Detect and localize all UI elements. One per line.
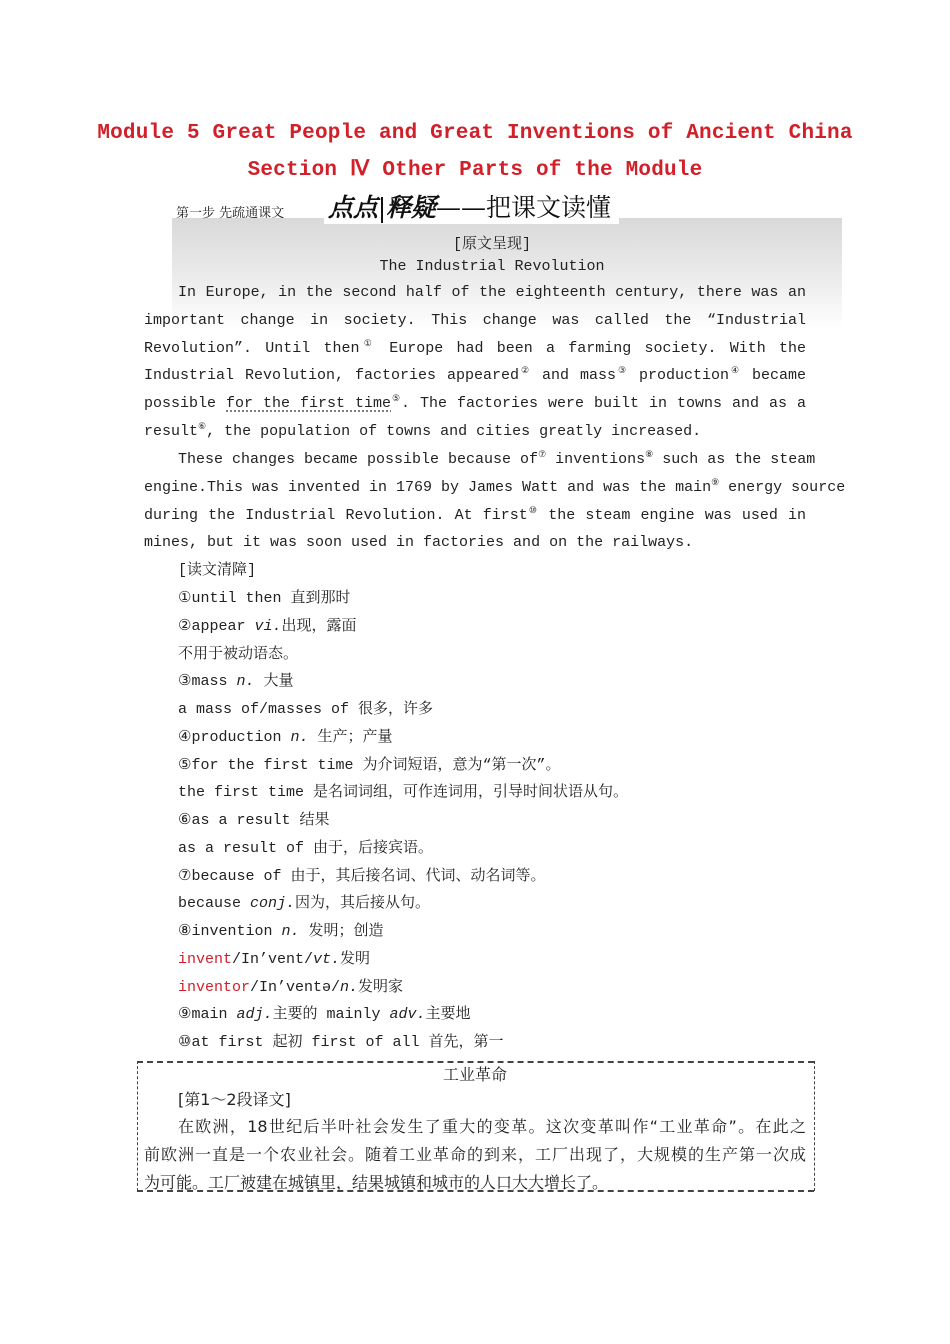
passage-paragraph-1 [144, 279, 806, 446]
passage-line [144, 474, 846, 502]
translation-line: 在欧洲，18世纪后半叶社会发生了重大的变革。这次变革叫作“工业革命”。在此之 [178, 1117, 806, 1136]
banner-part1: 点点 [328, 193, 379, 222]
note-7: ⑦because of 由于，其后接名词、代词、动名词等。 [178, 868, 546, 885]
note-2: ②appear vi.出现，露面 [178, 618, 357, 635]
note-4: ④production n. 生产；产量 [178, 729, 393, 746]
footnote-marker: ⑧ [645, 450, 654, 460]
translation-label: [第1～2段译文] [178, 1090, 291, 1109]
footnote-marker: ⑨ [711, 477, 720, 488]
note-8-invent: invent/In’vent/vt.发明 [178, 951, 371, 968]
note-8-inventor: inventor/In’ventə/n.发明家 [178, 979, 404, 996]
passage-text: the steam engine was used in [538, 506, 807, 524]
passage-line: In Europe, in the second half of the eighteenth century, there was an [178, 284, 806, 301]
passage-line [144, 502, 806, 530]
passage-paragraph-2 [144, 446, 846, 557]
note-10: ⑩at first 起初 first of all 首先，第一 [178, 1034, 504, 1051]
notes-label: [读文清障] [178, 562, 257, 579]
translation-text [144, 1113, 806, 1197]
note-6: ⑥as a result 结果 [178, 812, 330, 829]
banner-part3: ——把课文读懂 [436, 193, 612, 222]
footnote-marker: ④ [728, 366, 741, 377]
section-banner [324, 192, 619, 224]
passage-text: became [741, 367, 806, 385]
passage-text: and mass [531, 367, 616, 385]
note-6-detail: as a result of 由于，后接宾语。 [178, 840, 434, 857]
passage-text: result [144, 422, 199, 440]
passage-line: mines, but it was soon used in factories and on the railways. [144, 534, 694, 552]
passage-text: These changes became possible because of [178, 451, 539, 468]
passage-line [144, 418, 806, 446]
passage-text: production [627, 367, 729, 385]
passage-text: . The factories were built in towns and as a [401, 395, 806, 413]
note-5-detail: the first time 是名词词组，可作连词用，引导时间状语从句。 [178, 784, 629, 801]
note-3-detail: a mass of/masses of 很多，许多 [178, 701, 434, 718]
passage-line: important change in society. This change was called the “Industrial [144, 311, 806, 329]
footnote-marker: ⑥ [198, 421, 207, 432]
translation-title: 工业革命 [442, 1065, 507, 1084]
passage-text: Industrial Revolution, factories appeared [144, 367, 519, 385]
passage-line [144, 335, 806, 363]
passage-text: engine.This was invented in 1769 by James Watt and was the main [144, 478, 712, 496]
note-5: ⑤for the first time 为介词短语，意为“第一次”。 [178, 757, 561, 774]
footnote-marker: ⑤ [391, 394, 402, 405]
note-2-detail: 不用于被动语态。 [178, 646, 299, 663]
note-3: ③mass n. 大量 [178, 673, 294, 690]
translation-line: 为可能。工厂被建在城镇里，结果城镇和城市的人口大大增长了。 [144, 1173, 609, 1192]
passage-text: during the Industrial Revolution. At first [144, 506, 528, 524]
translation-line: 前欧洲一直是一个农业社会。随着工业革命的到来，工厂出现了，大规模的生产第一次成 [144, 1145, 806, 1164]
banner-part2: 释疑 [386, 193, 437, 222]
note-7-detail: because conj.因为，其后接从句。 [178, 895, 431, 912]
footnote-marker: ⑦ [538, 450, 547, 460]
banner-divider [381, 197, 383, 223]
passage-line [144, 446, 816, 474]
passage-text: inventions [546, 451, 646, 468]
passage-text: Revolution”. Until then [144, 339, 360, 357]
module-title: Module 5 Great People and Great Inventions of Ancient China [97, 122, 853, 145]
passage-text: possible [144, 395, 226, 413]
passage-text: Europe had been a farming society. With the [376, 339, 806, 357]
passage-text: such as the steam [653, 451, 816, 468]
step-label: 第一步 先疏通课文 [176, 206, 285, 221]
original-label: [原文呈现] [452, 236, 531, 253]
footnote-marker: ② [518, 366, 531, 377]
passage-line [144, 362, 806, 390]
section-title: Section Ⅳ Other Parts of the Module [247, 159, 703, 182]
footnote-marker: ① [359, 338, 377, 349]
passage-title: The Industrial Revolution [379, 258, 605, 275]
note-8: ⑧invention n. 发明；创造 [178, 923, 384, 940]
footnote-marker: ③ [615, 366, 628, 377]
note-1: ①until then 直到那时 [178, 590, 351, 607]
underlined-phrase: for the first time [226, 395, 391, 413]
footnote-marker: ⑩ [527, 505, 539, 516]
passage-text: , the population of towns and cities greatly increased. [206, 422, 702, 440]
passage-line [144, 390, 806, 418]
passage-text: energy source [719, 478, 846, 496]
note-9: ⑨main adj.主要的 mainly adv.主要地 [178, 1006, 471, 1023]
